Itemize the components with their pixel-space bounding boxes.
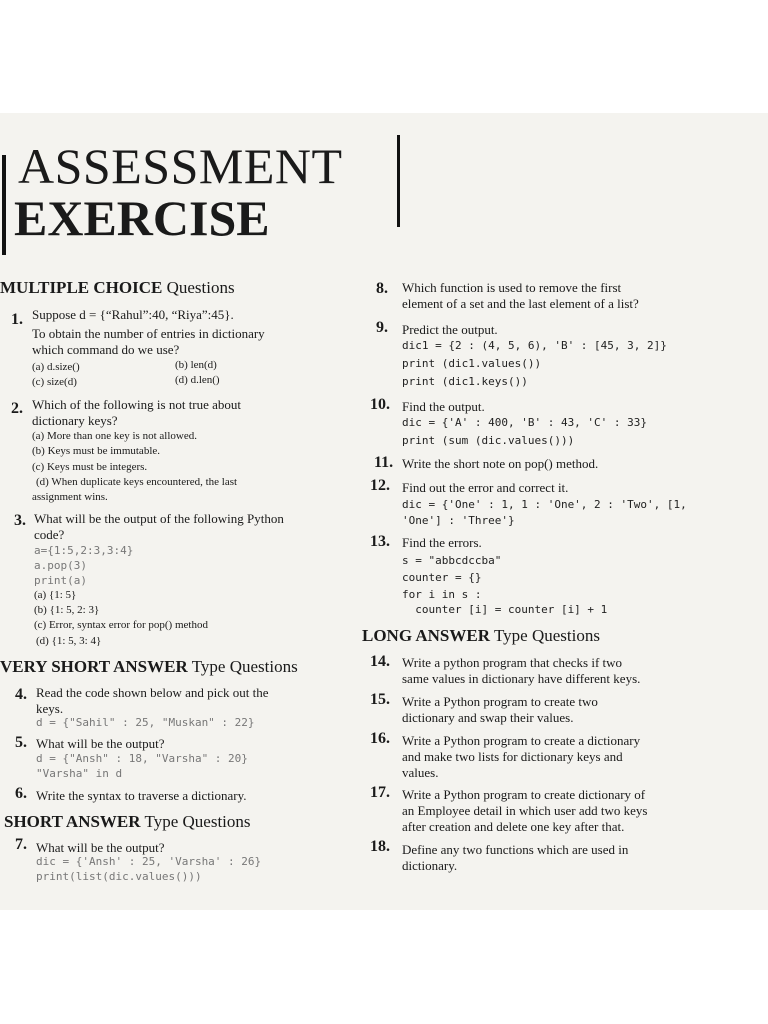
title-exercise: EXERCISE: [14, 190, 270, 246]
q9-code-line2: print (dic1.values()): [402, 357, 542, 370]
q16-number: 16.: [370, 730, 390, 747]
q2-option-a: (a) More than one key is not allowed.: [32, 430, 197, 442]
q1-option-c: (c) size(d): [32, 376, 77, 388]
q3-code-line2: a.pop(3): [34, 559, 87, 572]
q8-number: 8.: [376, 280, 388, 297]
q9-text: Predict the output.: [402, 322, 498, 337]
q3-option-c: (c) Error, syntax error for pop() method: [34, 619, 208, 631]
q10-code-line2: print (sum (dic.values())): [402, 434, 575, 447]
q6-number: 6.: [15, 785, 27, 802]
title-left-bar: [2, 155, 6, 255]
q7-code-line2: print(list(dic.values())): [36, 870, 202, 883]
q5-code-line2: "Varsha" in d: [36, 767, 123, 780]
q2-number: 2.: [11, 400, 23, 417]
q2-option-c: (c) Keys must be integers.: [32, 461, 148, 473]
q2-option-d-cont: assignment wins.: [32, 491, 108, 503]
q3-code-line3: print(a): [34, 574, 87, 587]
q5-number: 5.: [15, 734, 27, 751]
section-heading-la: LONG ANSWER Type Questions: [362, 626, 600, 645]
q5-code-line1: d = {"Ansh" : 18, "Varsha" : 20}: [36, 752, 248, 765]
q15-text: Write a Python program to create two dictionary and swap their values.: [402, 694, 598, 725]
q11-text: Write the short note on pop() method.: [402, 456, 599, 471]
q14-number: 14.: [370, 653, 390, 670]
q5-text: What will be the output?: [36, 736, 165, 751]
section-heading-sa: SHORT ANSWER Type Questions: [4, 812, 251, 831]
q9-number: 9.: [376, 319, 388, 336]
q4-code: d = {"Sahil" : 25, "Muskan" : 22}: [36, 716, 255, 729]
q2-option-d: (d) When duplicate keys encountered, the last: [36, 476, 238, 488]
q10-code-line1: dic = {'A' : 400, 'B' : 43, 'C' : 33}: [402, 416, 648, 429]
q13-code-line3: for i in s :: [402, 588, 482, 601]
q13-code-line4: counter [i] = counter [i] + 1: [402, 603, 608, 616]
q16-text: Write a Python program to create a dictionary and make two lists for dictionary keys and values.: [402, 733, 641, 780]
q10-text: Find the output.: [402, 399, 485, 414]
q17-text: Write a Python program to create dictionary of an Employee detail in which user add two keys after creation and delete one key after that.: [402, 787, 648, 834]
q8-text: Which function is used to remove the first element of a set and the last element of a list?: [402, 280, 639, 311]
q1-option-a: (a) d.size(): [32, 361, 80, 373]
q13-code-line1: s = "abbcdccba": [402, 554, 502, 567]
q18-number: 18.: [370, 838, 390, 855]
q4-text: Read the code shown below and pick out the keys.: [36, 685, 269, 716]
q15-number: 15.: [370, 691, 390, 708]
title-assessment: ASSESSMENT: [18, 138, 343, 194]
q9-code-line3: print (dic1.keys()): [402, 375, 528, 388]
q3-option-d: (d) {1: 5, 3: 4}: [36, 635, 102, 647]
q13-code-line2: counter = {}: [402, 571, 482, 584]
q9-code-line1: dic1 = {2 : (4, 5, 6), 'B' : [45, 3, 2]}: [402, 339, 667, 352]
q2-option-b: (b) Keys must be immutable.: [32, 445, 161, 457]
section-heading-mcq: MULTIPLE CHOICE Questions: [0, 278, 235, 297]
q3-code-line1: a={1:5,2:3,3:4}: [34, 544, 134, 557]
q1-number: 1.: [11, 311, 23, 328]
q2-text: Which of the following is not true about dictionary keys?: [32, 397, 242, 428]
worksheet-page: [0, 113, 768, 910]
q12-code-line2: 'One'] : 'Three'}: [402, 514, 515, 527]
q13-text: Find the errors.: [402, 535, 482, 550]
q3-number: 3.: [14, 512, 26, 529]
q7-number: 7.: [15, 836, 27, 853]
q12-code-line1: dic = {'One' : 1, 1 : 'One', 2 : 'Two', [1,: [402, 498, 687, 511]
q4-number: 4.: [15, 686, 27, 703]
q3-text: What will be the output of the following Python code?: [34, 511, 284, 542]
section-heading-vsa: VERY SHORT ANSWER Type Questions: [0, 657, 298, 676]
q12-number: 12.: [370, 477, 390, 494]
q7-text: What will be the output?: [36, 840, 165, 855]
q14-text: Write a python program that checks if two same values in dictionary have different keys.: [402, 655, 641, 686]
q17-number: 17.: [370, 784, 390, 801]
q7-code-line1: dic = {'Ansh' : 25, 'Varsha' : 26}: [36, 855, 262, 868]
q11-number: 11.: [374, 454, 394, 471]
q13-number: 13.: [370, 533, 390, 550]
q1-option-d: (d) d.len(): [175, 374, 220, 386]
q18-text: Define any two functions which are used in dictionary.: [402, 842, 629, 873]
q1-text: Suppose d = {“Rahul”:40, “Riya”:45}. To obtain the number of entries in dictionary which command do we use?: [32, 307, 265, 357]
q10-number: 10.: [370, 396, 390, 413]
q3-option-b: (b) {1: 5, 2: 3}: [34, 604, 100, 616]
q6-text: Write the syntax to traverse a dictionary.: [36, 788, 247, 803]
q3-option-a: (a) {1: 5}: [34, 589, 77, 601]
q12-text: Find out the error and correct it.: [402, 480, 569, 495]
title-right-bar: [397, 135, 400, 227]
q1-option-b: (b) len(d): [175, 359, 217, 371]
